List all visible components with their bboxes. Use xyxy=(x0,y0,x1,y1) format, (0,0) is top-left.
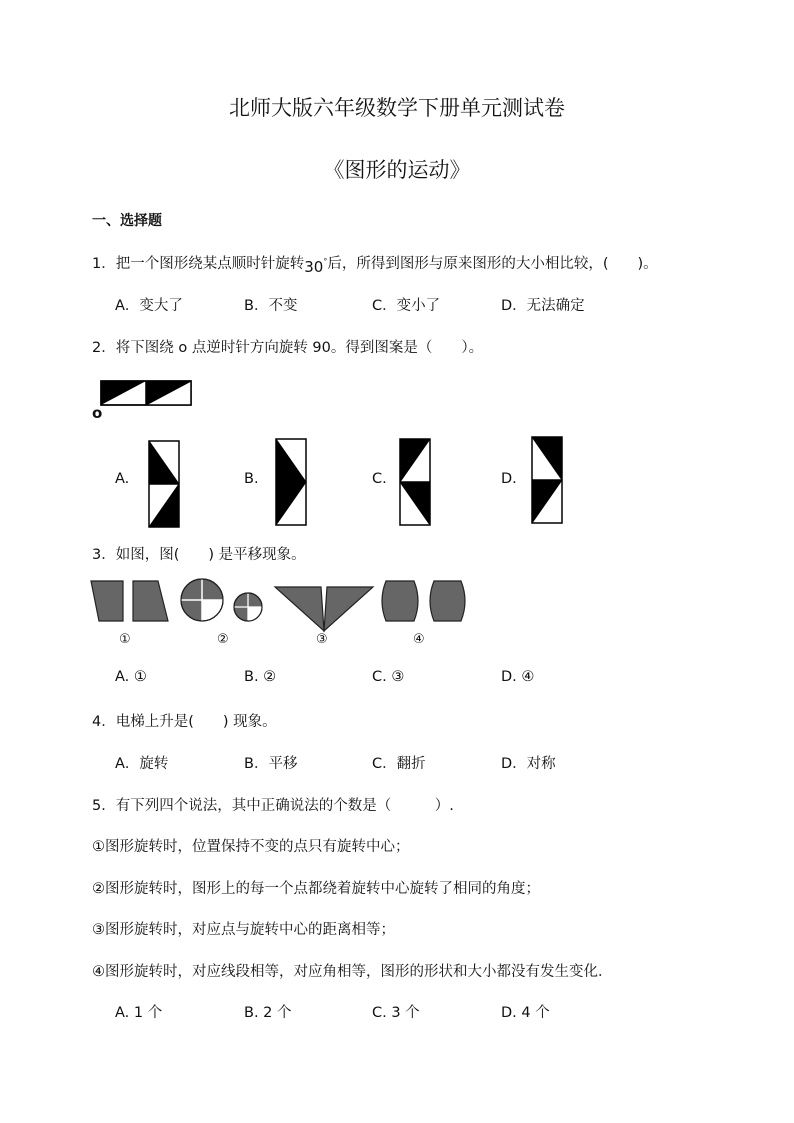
option-d[interactable]: D. 4 个 xyxy=(501,1005,550,1021)
statement-4: ④图形旋转时，对应线段相等，对应角相等，图形的形状和大小都没有发生变化． xyxy=(92,964,613,980)
figure-label-2: ② xyxy=(217,632,229,647)
option-d[interactable]: D．对称 xyxy=(501,756,556,772)
option-a-figure xyxy=(148,440,180,528)
figure-4-barrels xyxy=(382,581,465,621)
figure-3-triangles xyxy=(275,587,373,631)
option-c[interactable]: C. xyxy=(372,471,387,487)
option-b-figure xyxy=(275,438,307,526)
angle-value: 30° xyxy=(304,257,328,276)
translation-figures xyxy=(88,575,478,635)
rotation-center-o: o xyxy=(92,404,103,422)
option-a[interactable]: A．变大了 xyxy=(115,298,183,314)
option-b[interactable]: B. ② xyxy=(244,669,277,685)
option-d-figure xyxy=(531,436,563,524)
original-figure xyxy=(100,380,192,406)
question-1-text-end: 后，所得到图形与原来图形的大小相比较，( )。 xyxy=(327,256,658,272)
option-d[interactable]: D. ④ xyxy=(501,669,535,685)
figure-label-1: ① xyxy=(119,632,131,647)
option-a[interactable]: A. 1 个 xyxy=(115,1005,163,1021)
figure-label-3: ③ xyxy=(316,632,328,647)
statement-3: ③图形旋转时，对应点与旋转中心的距离相等； xyxy=(92,922,395,938)
option-c[interactable]: C．翻折 xyxy=(372,756,426,772)
figure-2-circles xyxy=(181,579,262,621)
option-d[interactable]: D. xyxy=(501,471,517,487)
question-2: 2．将下图绕 o 点逆时针方向旋转 90。得到图案是（ ）。 xyxy=(92,340,484,356)
figure-1-trapezoids xyxy=(91,581,168,621)
page-subtitle: 《图形的运动》 xyxy=(323,158,471,182)
statement-2: ②图形旋转时，图形上的每一个点都绕着旋转中心旋转了相同的角度； xyxy=(92,881,540,897)
question-5: 5．有下列四个说法，其中正确说法的个数是（ ）. xyxy=(92,798,454,814)
figure-label-4: ④ xyxy=(413,632,425,647)
option-c[interactable]: C．变小了 xyxy=(372,298,441,314)
question-1-text: 1．把一个图形绕某点顺时针旋转 xyxy=(92,256,305,272)
option-b[interactable]: B. 2 个 xyxy=(244,1005,292,1021)
option-a[interactable]: A. ① xyxy=(115,669,147,685)
section-heading: 一、选择题 xyxy=(92,213,162,229)
option-a[interactable]: A．旋转 xyxy=(115,756,169,772)
option-c[interactable]: C. 3 个 xyxy=(372,1005,420,1021)
question-4: 4．电梯上升是( ) 现象。 xyxy=(92,714,277,730)
option-c-figure xyxy=(399,438,431,526)
statement-1: ①图形旋转时，位置保持不变的点只有旋转中心； xyxy=(92,839,410,855)
option-c[interactable]: C. ③ xyxy=(372,669,405,685)
option-d[interactable]: D．无法确定 xyxy=(501,298,585,314)
option-b[interactable]: B．平移 xyxy=(244,756,298,772)
option-a[interactable]: A. xyxy=(115,471,130,487)
question-3: 3．如图，图( ) 是平移现象。 xyxy=(92,547,306,563)
option-b[interactable]: B. xyxy=(244,471,259,487)
option-b[interactable]: B．不变 xyxy=(244,298,298,314)
page-title: 北师大版六年级数学下册单元测试卷 xyxy=(229,96,565,120)
question-1 xyxy=(92,252,658,276)
